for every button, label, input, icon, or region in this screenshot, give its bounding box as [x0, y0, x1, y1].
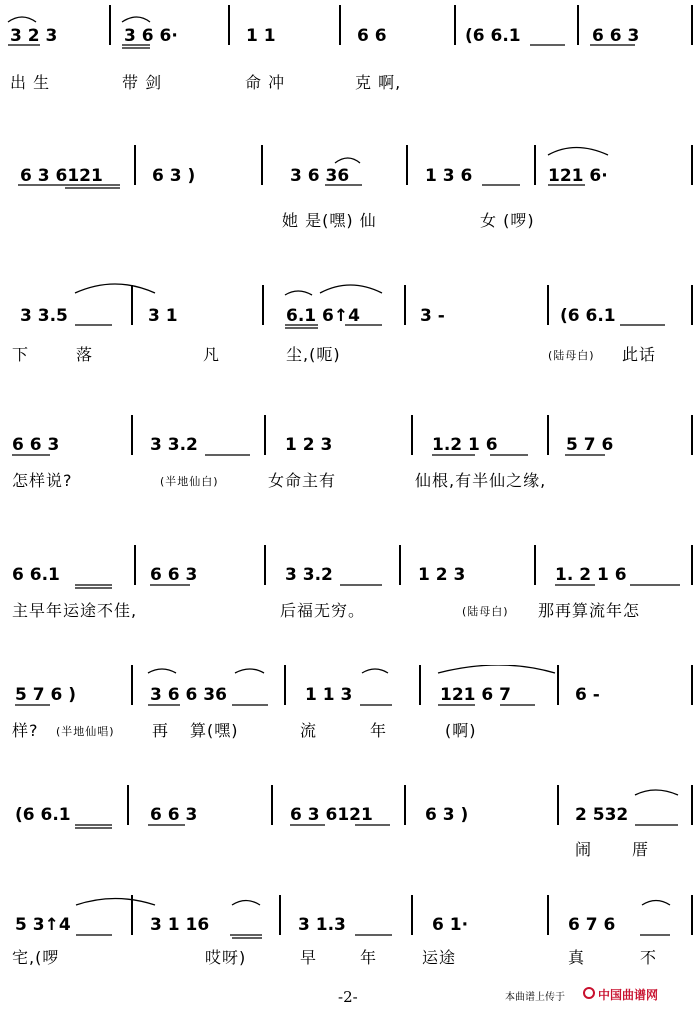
note-group: 3 3.5	[20, 306, 68, 326]
lyric: 不	[640, 948, 658, 967]
notation-line-5	[0, 535, 700, 650]
notation-line-1	[0, 0, 700, 110]
lyric: 出 生	[10, 73, 51, 92]
note-group: 3 3.2	[150, 435, 198, 455]
score-system-1	[0, 0, 700, 110]
note-group: 1.2 1 6	[432, 435, 498, 455]
lyric: 克 啊,	[355, 73, 402, 92]
note-group: 6 6	[357, 26, 387, 46]
page-number: -2-	[338, 988, 358, 1006]
note-group: 3 3.2	[285, 565, 333, 585]
notation-line-8	[0, 890, 700, 980]
notation-line-7	[0, 785, 700, 875]
lyric: 年	[370, 721, 388, 740]
note-group: 6 6 3	[592, 26, 640, 46]
note-group: 1 1	[246, 26, 276, 46]
note-group: 6 -	[575, 685, 600, 705]
lyric-spoken-note: (陆母白)	[548, 349, 595, 362]
notation-line-3	[0, 265, 700, 380]
note-group: 6 3 6121	[290, 805, 373, 825]
note-group: 3 1.3	[298, 915, 346, 935]
note-group: 1 3 6	[425, 166, 473, 186]
note-group: 1 2 3	[418, 565, 466, 585]
score-system-4	[0, 400, 700, 515]
lyric: 她 是(嘿) 仙	[282, 211, 377, 230]
note-group: 121 6·	[548, 166, 608, 186]
lyric: 怎样说?	[12, 471, 73, 490]
lyric: 命 冲	[245, 73, 286, 92]
lyric: 流	[300, 721, 318, 740]
lyric: 算(嘿)	[190, 721, 239, 740]
score-system-5	[0, 535, 700, 650]
lyric: 仙根,有半仙之缘,	[415, 471, 547, 490]
note-group: (6 6.1	[560, 306, 616, 326]
lyric: 凡	[203, 345, 221, 364]
note-group: 6 3 )	[425, 805, 469, 825]
lyric: (啊)	[445, 721, 477, 740]
note-group: (6 6.1	[465, 26, 521, 46]
lyric: 女 (啰)	[480, 211, 535, 230]
lyric: 运途	[422, 948, 457, 967]
lyric: 带 剑	[122, 73, 163, 92]
lyric: 此话	[622, 345, 657, 364]
upload-source-text: 本曲谱上传于	[505, 992, 565, 1003]
lyric: 哎呀)	[205, 948, 247, 967]
lyric: 宅,(啰	[12, 948, 60, 967]
note-group: 3 2 3	[10, 26, 58, 46]
note-group: 3 6 36	[290, 166, 350, 186]
note-group: 3 1 16	[150, 915, 210, 935]
lyric: 主早年运途不佳,	[12, 601, 138, 620]
lyric: 女命主有	[268, 471, 337, 490]
note-group: (6 6.1	[15, 805, 71, 825]
note-group: 3 -	[420, 306, 445, 326]
lyric: 厝	[632, 840, 650, 859]
lyric: 闹	[575, 840, 593, 859]
lyric-spoken-note: (陆母白)	[462, 605, 509, 618]
note-group: 3 6 6 36	[150, 685, 227, 705]
lyric: 再	[152, 721, 170, 740]
note-group: 3 1	[148, 306, 178, 326]
site-logo-icon	[583, 987, 595, 999]
note-group: 6 6 3	[150, 805, 198, 825]
note-group: 6 7 6	[568, 915, 616, 935]
note-group: 1 1 3	[305, 685, 353, 705]
lyric: 样?	[12, 721, 39, 740]
lyric: 那再算流年怎	[538, 601, 641, 620]
score-system-2	[0, 125, 700, 240]
note-group: 1. 2 1 6	[555, 565, 627, 585]
lyric-spoken-note: (半地仙唱)	[56, 725, 115, 738]
score-system-6	[0, 665, 700, 775]
lyric: 落	[76, 345, 94, 364]
note-group: 6 6 3	[150, 565, 198, 585]
note-group: 6 1·	[432, 915, 469, 935]
note-group: 6 3 )	[152, 166, 196, 186]
note-group: 3 6 6·	[124, 26, 178, 46]
note-group: 6 6 3	[12, 435, 60, 455]
lyric: 尘,(呃)	[286, 345, 341, 364]
lyric: 后福无穷。	[280, 601, 366, 620]
notation-line-6	[0, 665, 700, 775]
score-system-7	[0, 785, 700, 875]
note-group: 6 3 6121	[20, 166, 103, 186]
note-group: 2 532	[575, 805, 629, 825]
note-group: 5 7 6	[566, 435, 614, 455]
note-group: 6 6.1	[12, 565, 60, 585]
note-group: 5 7 6 )	[15, 685, 77, 705]
lyric-spoken-note: (半地仙白)	[160, 475, 219, 488]
lyric: 早	[300, 948, 318, 967]
score-system-8	[0, 890, 700, 980]
lyric: 年	[360, 948, 378, 967]
note-group: 121 6 7	[440, 685, 511, 705]
notation-line-4	[0, 400, 700, 515]
score-system-3	[0, 265, 700, 380]
note-group: 5 3↑4	[15, 915, 71, 935]
lyric: 下	[12, 345, 30, 364]
note-group: 1 2 3	[285, 435, 333, 455]
lyric: 真	[568, 948, 586, 967]
note-group: 6.1 6↑4	[286, 306, 360, 326]
site-name: 中国曲谱网	[598, 988, 659, 1002]
